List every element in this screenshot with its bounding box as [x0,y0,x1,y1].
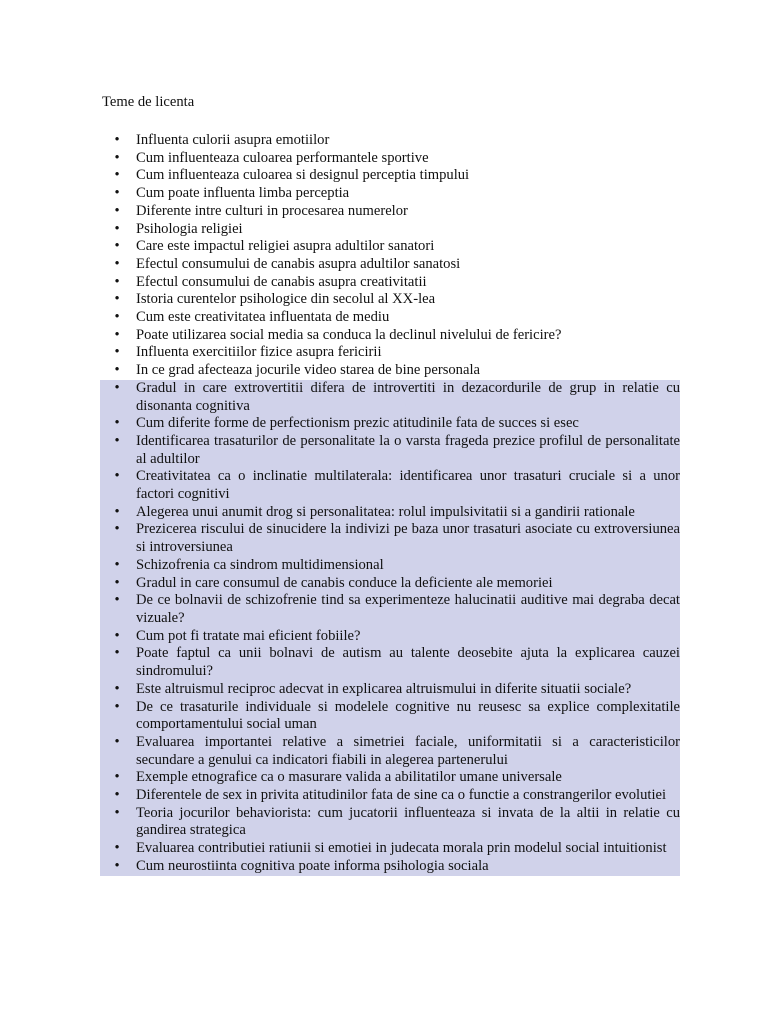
list-item [100,592,680,627]
list-item [100,557,680,575]
bullet-icon: • [114,733,120,750]
list-item [100,309,680,327]
list-item [100,362,680,380]
list-item-text: Cum neurostiinta cognitiva poate informa psihologia sociala [136,857,489,874]
list-item-text: Care este impactul religiei asupra adultilor sanatori [136,238,435,255]
bullet-icon: • [114,238,120,255]
list-item [100,521,680,556]
bullet-icon: • [114,255,120,272]
topic-list [100,132,680,876]
bullet-icon: • [114,503,120,520]
list-item [100,628,680,646]
list-item [100,805,680,840]
list-item [100,681,680,699]
list-item-text: Influenta exercitiilor fizice asupra fericirii [136,344,382,361]
list-item [100,840,680,858]
list-item [100,256,680,274]
list-item [100,167,680,185]
bullet-icon: • [114,521,120,538]
list-item [100,221,680,239]
list-item [100,769,680,787]
bullet-icon: • [114,362,120,379]
list-item-text: Exemple etnografice ca o masurare valida a abilitatilor umane universale [136,769,562,786]
bullet-icon: • [114,857,120,874]
bullet-icon: • [114,468,120,485]
list-item [100,734,680,769]
bullet-icon: • [114,149,120,166]
bullet-icon: • [114,344,120,361]
list-item-text: Cum pot fi tratate mai eficient fobiile? [136,627,361,644]
list-item [100,699,680,734]
bullet-icon: • [114,326,120,343]
document-title: Teme de licenta [102,94,195,110]
list-item [100,327,680,345]
bullet-icon: • [114,769,120,786]
list-item [100,238,680,256]
list-item-text: Cum influenteaza culoarea performantele sportive [136,149,429,166]
list-item-text: Identificarea trasaturilor de personalitate la o varsta frageda prezice profilul de personalitate al adultilor [136,432,680,467]
bullet-icon: • [114,556,120,573]
bullet-icon: • [114,698,120,715]
bullet-icon: • [114,840,120,857]
list-item-text: Gradul in care extrovertitii difera de introvertiti in dezacordurile de grup in relatie cu disonanta cognitiva [136,379,680,414]
list-item-text: Teoria jocurilor behaviorista: cum jucatorii influenteaza si invata de la altii in relatie cu gandirea strategica [136,804,680,839]
list-item-text: Poate faptul ca unii bolnavi de autism au talente deosebite ajuta la explicarea cauzei sindromului? [136,645,680,680]
list-item [100,858,680,876]
bullet-icon: • [114,680,120,697]
list-item [100,291,680,309]
bullet-icon: • [114,167,120,184]
list-item-text: Evaluarea importantei relative a simetriei faciale, uniformitatii si a caracteristicilor secundare a genului ca indicatori fiabili in alegerea partenerului [136,733,680,768]
list-item [100,185,680,203]
bullet-icon: • [114,592,120,609]
bullet-icon: • [114,273,120,290]
bullet-icon: • [114,309,120,326]
bullet-icon: • [114,291,120,308]
bullet-icon: • [114,220,120,237]
list-item [100,380,680,415]
list-item-text: Poate utilizarea social media sa conduca la declinul nivelului de fericire? [136,326,562,343]
list-item [100,415,680,433]
list-item [100,468,680,503]
list-item [100,787,680,805]
bullet-icon: • [114,787,120,804]
bullet-icon: • [114,132,120,148]
bullet-icon: • [114,627,120,644]
list-item [100,203,680,221]
list-item-text: Diferente intre culturi in procesarea numerelor [136,202,408,219]
list-item-text: Este altruismul reciproc adecvat in explicarea altruismului in diferite situatii sociale? [136,680,632,697]
list-item-text: Psihologia religiei [136,220,243,237]
list-item [100,274,680,292]
bullet-icon: • [114,185,120,202]
list-item-text: Diferentele de sex in privita atitudinilor fata de sine ca o functie a constrangerilor evolutiei [136,787,667,804]
list-item [100,132,680,150]
bullet-icon: • [114,379,120,396]
list-item-text: In ce grad afecteaza jocurile video starea de bine personala [136,362,480,379]
list-item [100,150,680,168]
bullet-icon: • [114,432,120,449]
bullet-icon: • [114,804,120,821]
list-item-text: De ce bolnavii de schizofrenie tind sa experimenteze halucinatii auditive mai degraba decat vizuale? [136,592,680,626]
list-item [100,344,680,362]
list-item [100,575,680,593]
list-item-text: Cum poate influenta limba perceptia [136,185,350,202]
list-item-text: Schizofrenia ca sindrom multidimensional [136,556,384,573]
list-item-text: De ce trasaturile individuale si modelele cognitive nu reusesc sa explice complexitatile comportamentului social uman [136,698,680,733]
bullet-icon: • [114,574,120,591]
list-item-text: Alegerea unui anumit drog si personalitatea: rolul impulsivitatii si a gandirii rationale [136,503,635,520]
list-item [100,504,680,522]
list-item-text: Evaluarea contributiei ratiunii si emotiei in judecata morala prin modelul social intuitionist [136,840,667,857]
list-item-text: Gradul in care consumul de canabis conduce la deficiente ale memoriei [136,574,553,591]
bullet-icon: • [114,415,120,432]
list-item-text: Efectul consumului de canabis asupra creativitatii [136,273,427,290]
list-item [100,433,680,468]
list-item-text: Cum influenteaza culoarea si designul perceptia timpului [136,167,470,184]
list-item-text: Cum este creativitatea influentata de mediu [136,309,390,326]
list-item [100,645,680,680]
list-item-text: Influenta culorii asupra emotiilor [136,132,330,148]
list-item-text: Prezicerea riscului de sinucidere la indivizi pe baza unor trasaturi asociate cu extroversiunea si introversiunea [136,521,680,556]
list-item-text: Istoria curentelor psihologice din secolul al XX-lea [136,291,436,308]
list-item-text: Cum diferite forme de perfectionism prezic atitudinile fata de succes si esec [136,415,579,432]
list-item-text: Efectul consumului de canabis asupra adultilor sanatosi [136,255,461,272]
bullet-icon: • [114,645,120,662]
bullet-icon: • [114,202,120,219]
list-item-text: Creativitatea ca o inclinatie multilaterala: identificarea unor trasaturi cruciale si a unor factori cognitivi [136,468,680,503]
